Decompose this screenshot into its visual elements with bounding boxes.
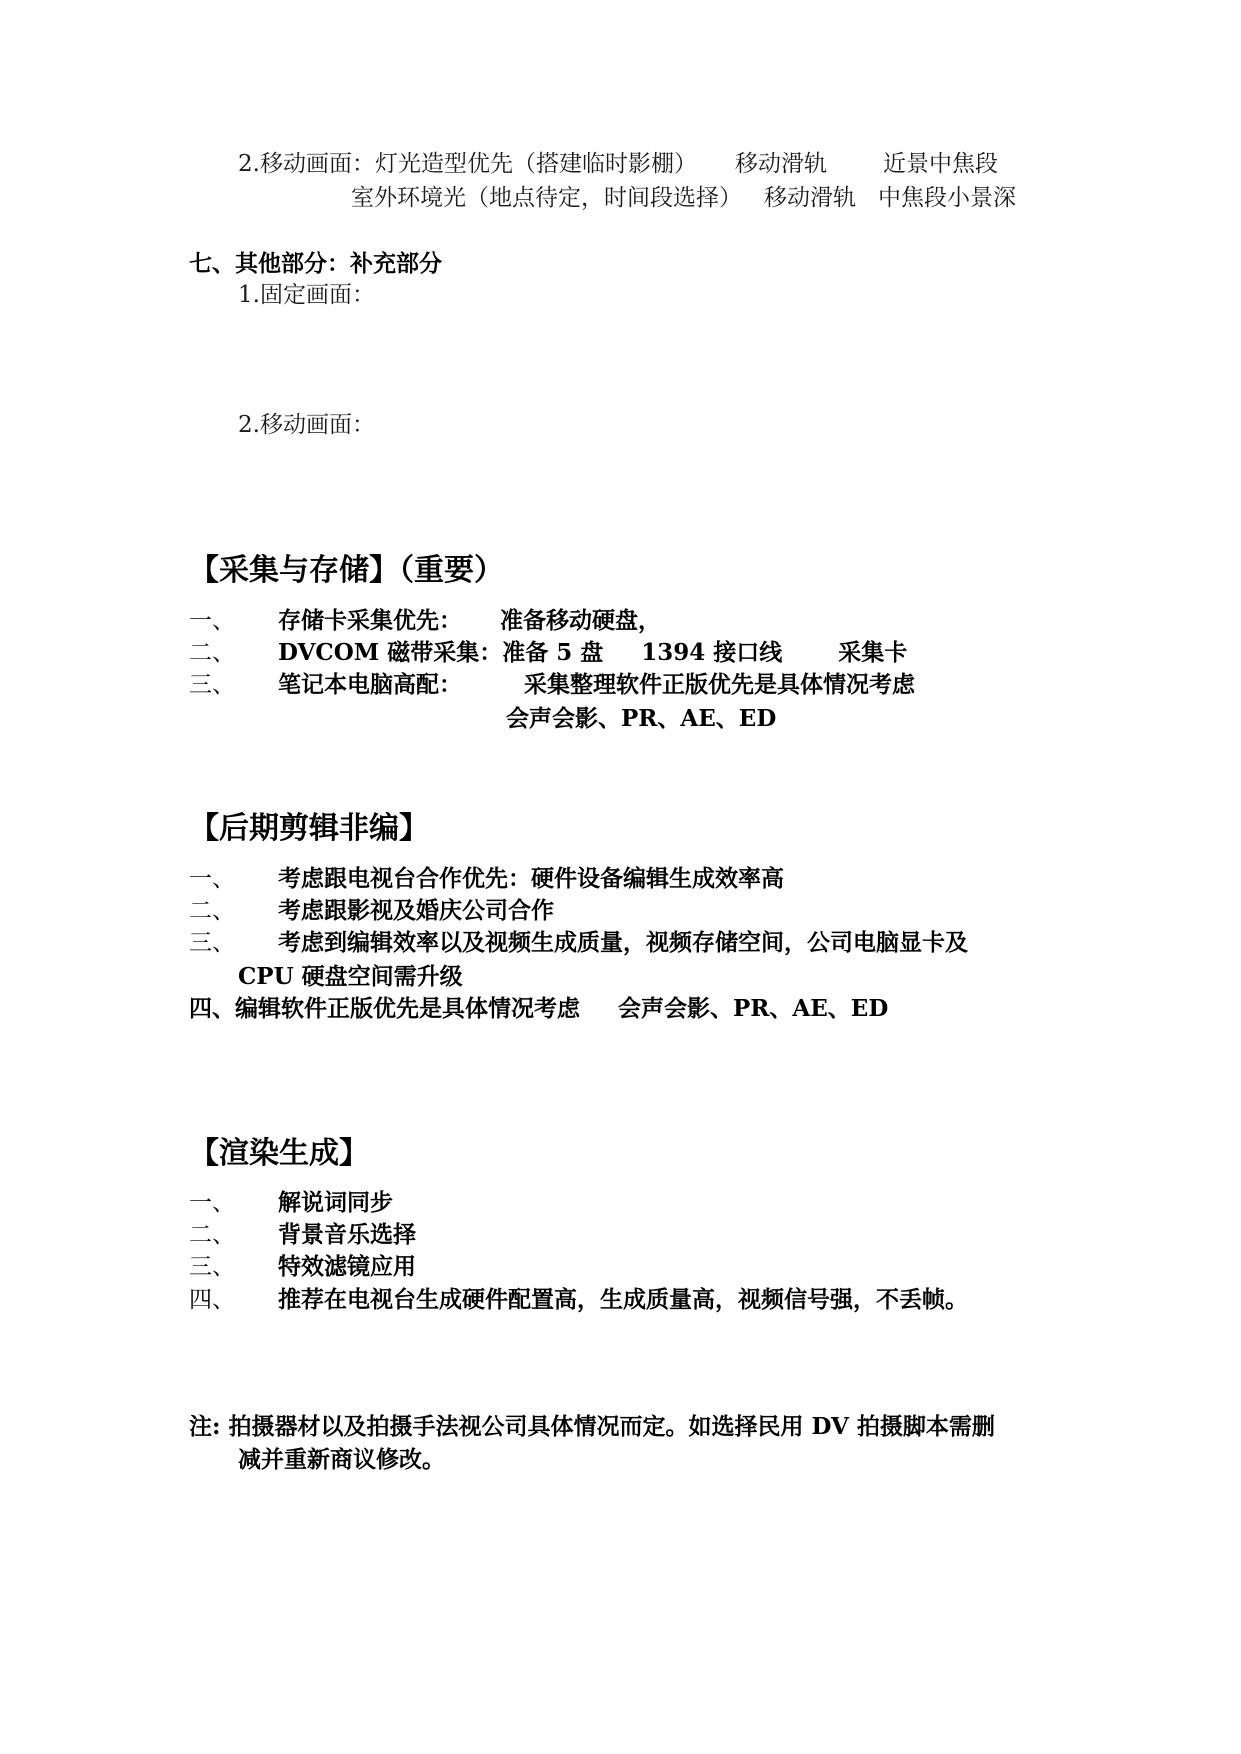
- capture-item-detail: 准备移动硬盘，: [500, 607, 661, 634]
- capture-software-line: 会声会影、PR、AE、ED: [506, 705, 777, 732]
- moving-shot-line-1: [238, 151, 998, 179]
- render-heading: 【渲染生成】: [189, 1136, 369, 1171]
- render-item-text: 背景音乐选择: [278, 1221, 416, 1248]
- moving-shot-label-2: 室外环境光（地点待定，时间段选择）: [351, 185, 742, 211]
- render-item-text: 推荐在电视台生成硬件配置高，生成质量高，视频信号强，不丢帧。: [278, 1286, 968, 1313]
- note-line-1: 注: 拍摄器材以及拍摄手法视公司具体情况而定。如选择民用 DV 拍摄脚本需删: [189, 1413, 995, 1440]
- list-number: 一、: [189, 1190, 235, 1216]
- render-item-text: 特效滤镜应用: [278, 1253, 416, 1280]
- list-number: 二、: [189, 640, 235, 666]
- post-item-text: 考虑跟影视及婚庆公司合作: [278, 897, 554, 924]
- list-number: 四、: [189, 1287, 235, 1313]
- capture-item-3: [189, 671, 915, 700]
- render-item-1: [189, 1189, 393, 1218]
- fixed-shot-label: 1.固定画面：: [238, 282, 375, 308]
- render-item-text: 解说词同步: [278, 1189, 393, 1216]
- capture-item-label: 存储卡采集优先：: [278, 607, 462, 634]
- post-item-3-continued: CPU 硬盘空间需升级: [238, 963, 463, 990]
- capture-item-extra: 采集卡: [838, 639, 908, 666]
- moving-shot-line-2: [351, 185, 1016, 213]
- moving-shot-lens: 近景中焦段: [882, 151, 998, 177]
- list-number: 二、: [189, 898, 235, 924]
- capture-item-detail: 1394 接口线: [641, 639, 783, 666]
- render-item-4: [189, 1286, 968, 1315]
- capture-item-detail: 采集整理软件正版优先是具体情况考虑: [524, 671, 915, 698]
- moving-shot-equipment-2: 移动滑轨: [764, 185, 856, 211]
- post-item-4-software: 会声会影、PR、AE、ED: [618, 995, 889, 1022]
- render-item-3: [189, 1253, 416, 1282]
- note-line-2: 减并重新商议修改。: [238, 1446, 445, 1473]
- list-number: 一、: [189, 608, 235, 634]
- post-item-4: [189, 995, 888, 1023]
- section-7-title: 七、其他部分：补充部分: [189, 250, 442, 277]
- moving-shot-equipment: 移动滑轨: [734, 151, 827, 177]
- post-item-4-text: 四、编辑软件正版优先是具体情况考虑: [189, 995, 580, 1022]
- list-number: 一、: [189, 866, 235, 892]
- post-item-2: [189, 897, 554, 926]
- moving-shot-label-section-7: 2.移动画面：: [238, 412, 375, 438]
- render-item-2: [189, 1221, 416, 1250]
- capture-item-label: 笔记本电脑高配：: [278, 671, 462, 698]
- list-number: 三、: [189, 1254, 235, 1280]
- capture-storage-heading: 【采集与存储】（重要）: [189, 553, 504, 588]
- post-item-text: 考虑跟电视台合作优先：硬件设备编辑生成效率高: [278, 865, 784, 892]
- capture-item-label: DVCOM 磁带采集：准备 5 盘: [278, 639, 604, 666]
- moving-shot-label: 2.移动画面：灯光造型优先（搭建临时影棚）: [238, 151, 697, 177]
- list-number: 三、: [189, 930, 235, 956]
- post-item-1: [189, 865, 784, 894]
- capture-item-2: [189, 639, 907, 668]
- list-number: 二、: [189, 1222, 235, 1248]
- post-editing-heading: 【后期剪辑非编】: [189, 811, 429, 846]
- post-item-3: [189, 929, 968, 958]
- post-item-text: 考虑到编辑效率以及视频生成质量，视频存储空间，公司电脑显卡及: [278, 929, 968, 956]
- capture-item-1: [189, 607, 661, 636]
- moving-shot-lens-2: 中焦段小景深: [878, 185, 1016, 211]
- list-number: 三、: [189, 672, 235, 698]
